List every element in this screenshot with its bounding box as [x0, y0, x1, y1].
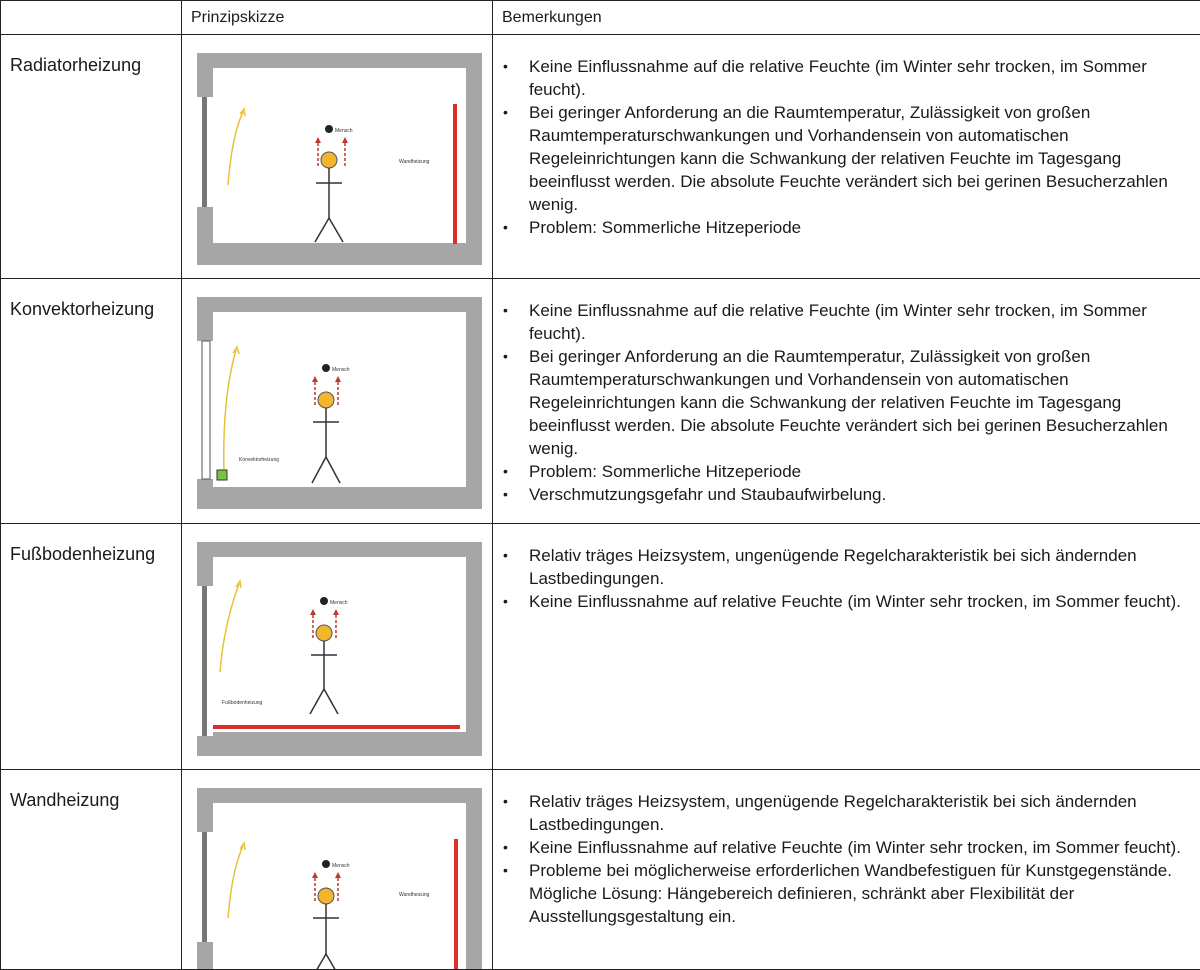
radiator-sketch [182, 35, 492, 279]
header-col2: Prinzipskizze [182, 1, 492, 27]
row-label: Fußbodenheizung [1, 524, 181, 565]
sketch-cell [182, 35, 493, 279]
sketch-cell [182, 770, 493, 970]
window [202, 97, 207, 207]
row-label-cell [1, 35, 182, 279]
wall-radiator [453, 104, 457, 244]
heater-label: Wandheizung [399, 892, 430, 898]
remarks-list [529, 544, 1200, 613]
remark-item: • Keine Einflussnahme auf die relative Feuchte (im Winter sehr trocken, im Sommer feucht). [529, 55, 1200, 101]
remarks-list [529, 790, 1200, 928]
person-head [316, 625, 332, 641]
row-label-cell [1, 770, 182, 970]
person-label: Mensch [335, 128, 353, 134]
row-label: Radiatorheizung [1, 35, 181, 76]
remark-item: • Keine Einflussnahme auf relative Feuchte (im Winter sehr trocken, im Sommer feucht). [529, 590, 1200, 613]
person-head [321, 152, 337, 168]
row-label-cell [1, 524, 182, 770]
remarks-cell [493, 35, 1200, 279]
window [202, 832, 207, 942]
remark-item: • Problem: Sommerliche Hitzeperiode [529, 216, 1200, 239]
remark-item: • Relativ träges Heizsystem, ungenügende Regelcharakteristik bei sich ändernden Lastbedingungen. [529, 544, 1200, 590]
heater-label: Konvektorheizung [239, 457, 279, 463]
sensor-icon [322, 364, 330, 372]
remark-item: • Probleme bei möglicherweise erforderlichen Wandbefestiguen für Kunstgegenstände. Mögliche Lösung: Hängebereich definieren, schränkt aber Flexibilität der Ausstellungsgestaltung ein. [529, 859, 1200, 928]
room-interior [213, 68, 466, 243]
remarks-list [529, 55, 1200, 239]
remarks-list [529, 299, 1200, 506]
remark-item: • Keine Einflussnahme auf die relative Feuchte (im Winter sehr trocken, im Sommer feucht). [529, 299, 1200, 345]
table-row [1, 770, 1200, 970]
wall-heating [454, 839, 458, 970]
header-col3: Bemerkungen [493, 1, 1200, 27]
person-head [318, 888, 334, 904]
header-col1 [1, 1, 181, 9]
header-cell-empty [1, 1, 182, 35]
header-cell-sketch [182, 1, 493, 35]
table-row [1, 35, 1200, 279]
remarks-cell [493, 770, 1200, 970]
sensor-icon [322, 860, 330, 868]
table-row [1, 524, 1200, 770]
row-label-cell [1, 279, 182, 524]
person-head [318, 392, 334, 408]
remark-item: • Problem: Sommerliche Hitzeperiode [529, 460, 1200, 483]
row-label: Wandheizung [1, 770, 181, 811]
remark-item: • Bei geringer Anforderung an die Raumtemperatur, Zulässigkeit von großen Raumtemperaturschwankungen und Vorhandensein von automatischen Regeleinrichtungen kann die Schwankung der relativen Feuchte im Tagesgang beeinflusst werden. Die absolute Feuchte verändert sich bei gerinen Besucherzahlen wenig. [529, 345, 1200, 460]
window [202, 341, 210, 479]
heater-label: Fußbodenheizung [222, 700, 263, 706]
sketch-cell [182, 524, 493, 770]
remarks-text [493, 35, 1200, 239]
person-label: Mensch [332, 367, 350, 373]
remarks-text [493, 770, 1200, 928]
row-label: Konvektorheizung [1, 279, 181, 320]
heater-label: Wandheizung [399, 159, 430, 165]
floor-heating [213, 725, 460, 729]
remarks-cell [493, 524, 1200, 770]
sketch-cell [182, 279, 493, 524]
table-row [1, 279, 1200, 524]
person-label: Mensch [330, 600, 348, 606]
window [202, 586, 207, 736]
remark-item: • Relativ träges Heizsystem, ungenügende Regelcharakteristik bei sich ändernden Lastbedingungen. [529, 790, 1200, 836]
convector-unit [217, 470, 227, 480]
remarks-cell [493, 279, 1200, 524]
convector-sketch [182, 279, 492, 524]
remarks-text [493, 524, 1200, 613]
table-header-row [1, 1, 1200, 35]
remark-item: • Keine Einflussnahme auf relative Feuchte (im Winter sehr trocken, im Sommer feucht). [529, 836, 1200, 859]
remark-item: • Bei geringer Anforderung an die Raumtemperatur, Zulässigkeit von großen Raumtemperaturschwankungen und Vorhandensein von automatischen Regeleinrichtungen kann die Schwankung der relativen Feuchte im Tagesgang beeinflusst werden. Die absolute Feuchte verändert sich bei gerinen Besucherzahlen wenig. [529, 101, 1200, 216]
floor-heating-sketch [182, 524, 492, 770]
header-cell-remarks [493, 1, 1200, 35]
remarks-text [493, 279, 1200, 506]
sensor-icon [320, 597, 328, 605]
sensor-icon [325, 125, 333, 133]
person-label: Mensch [332, 863, 350, 869]
wall-heating-sketch [182, 770, 492, 970]
remark-item: • Verschmutzungsgefahr und Staubaufwirbelung. [529, 483, 1200, 506]
room-interior [213, 803, 466, 970]
